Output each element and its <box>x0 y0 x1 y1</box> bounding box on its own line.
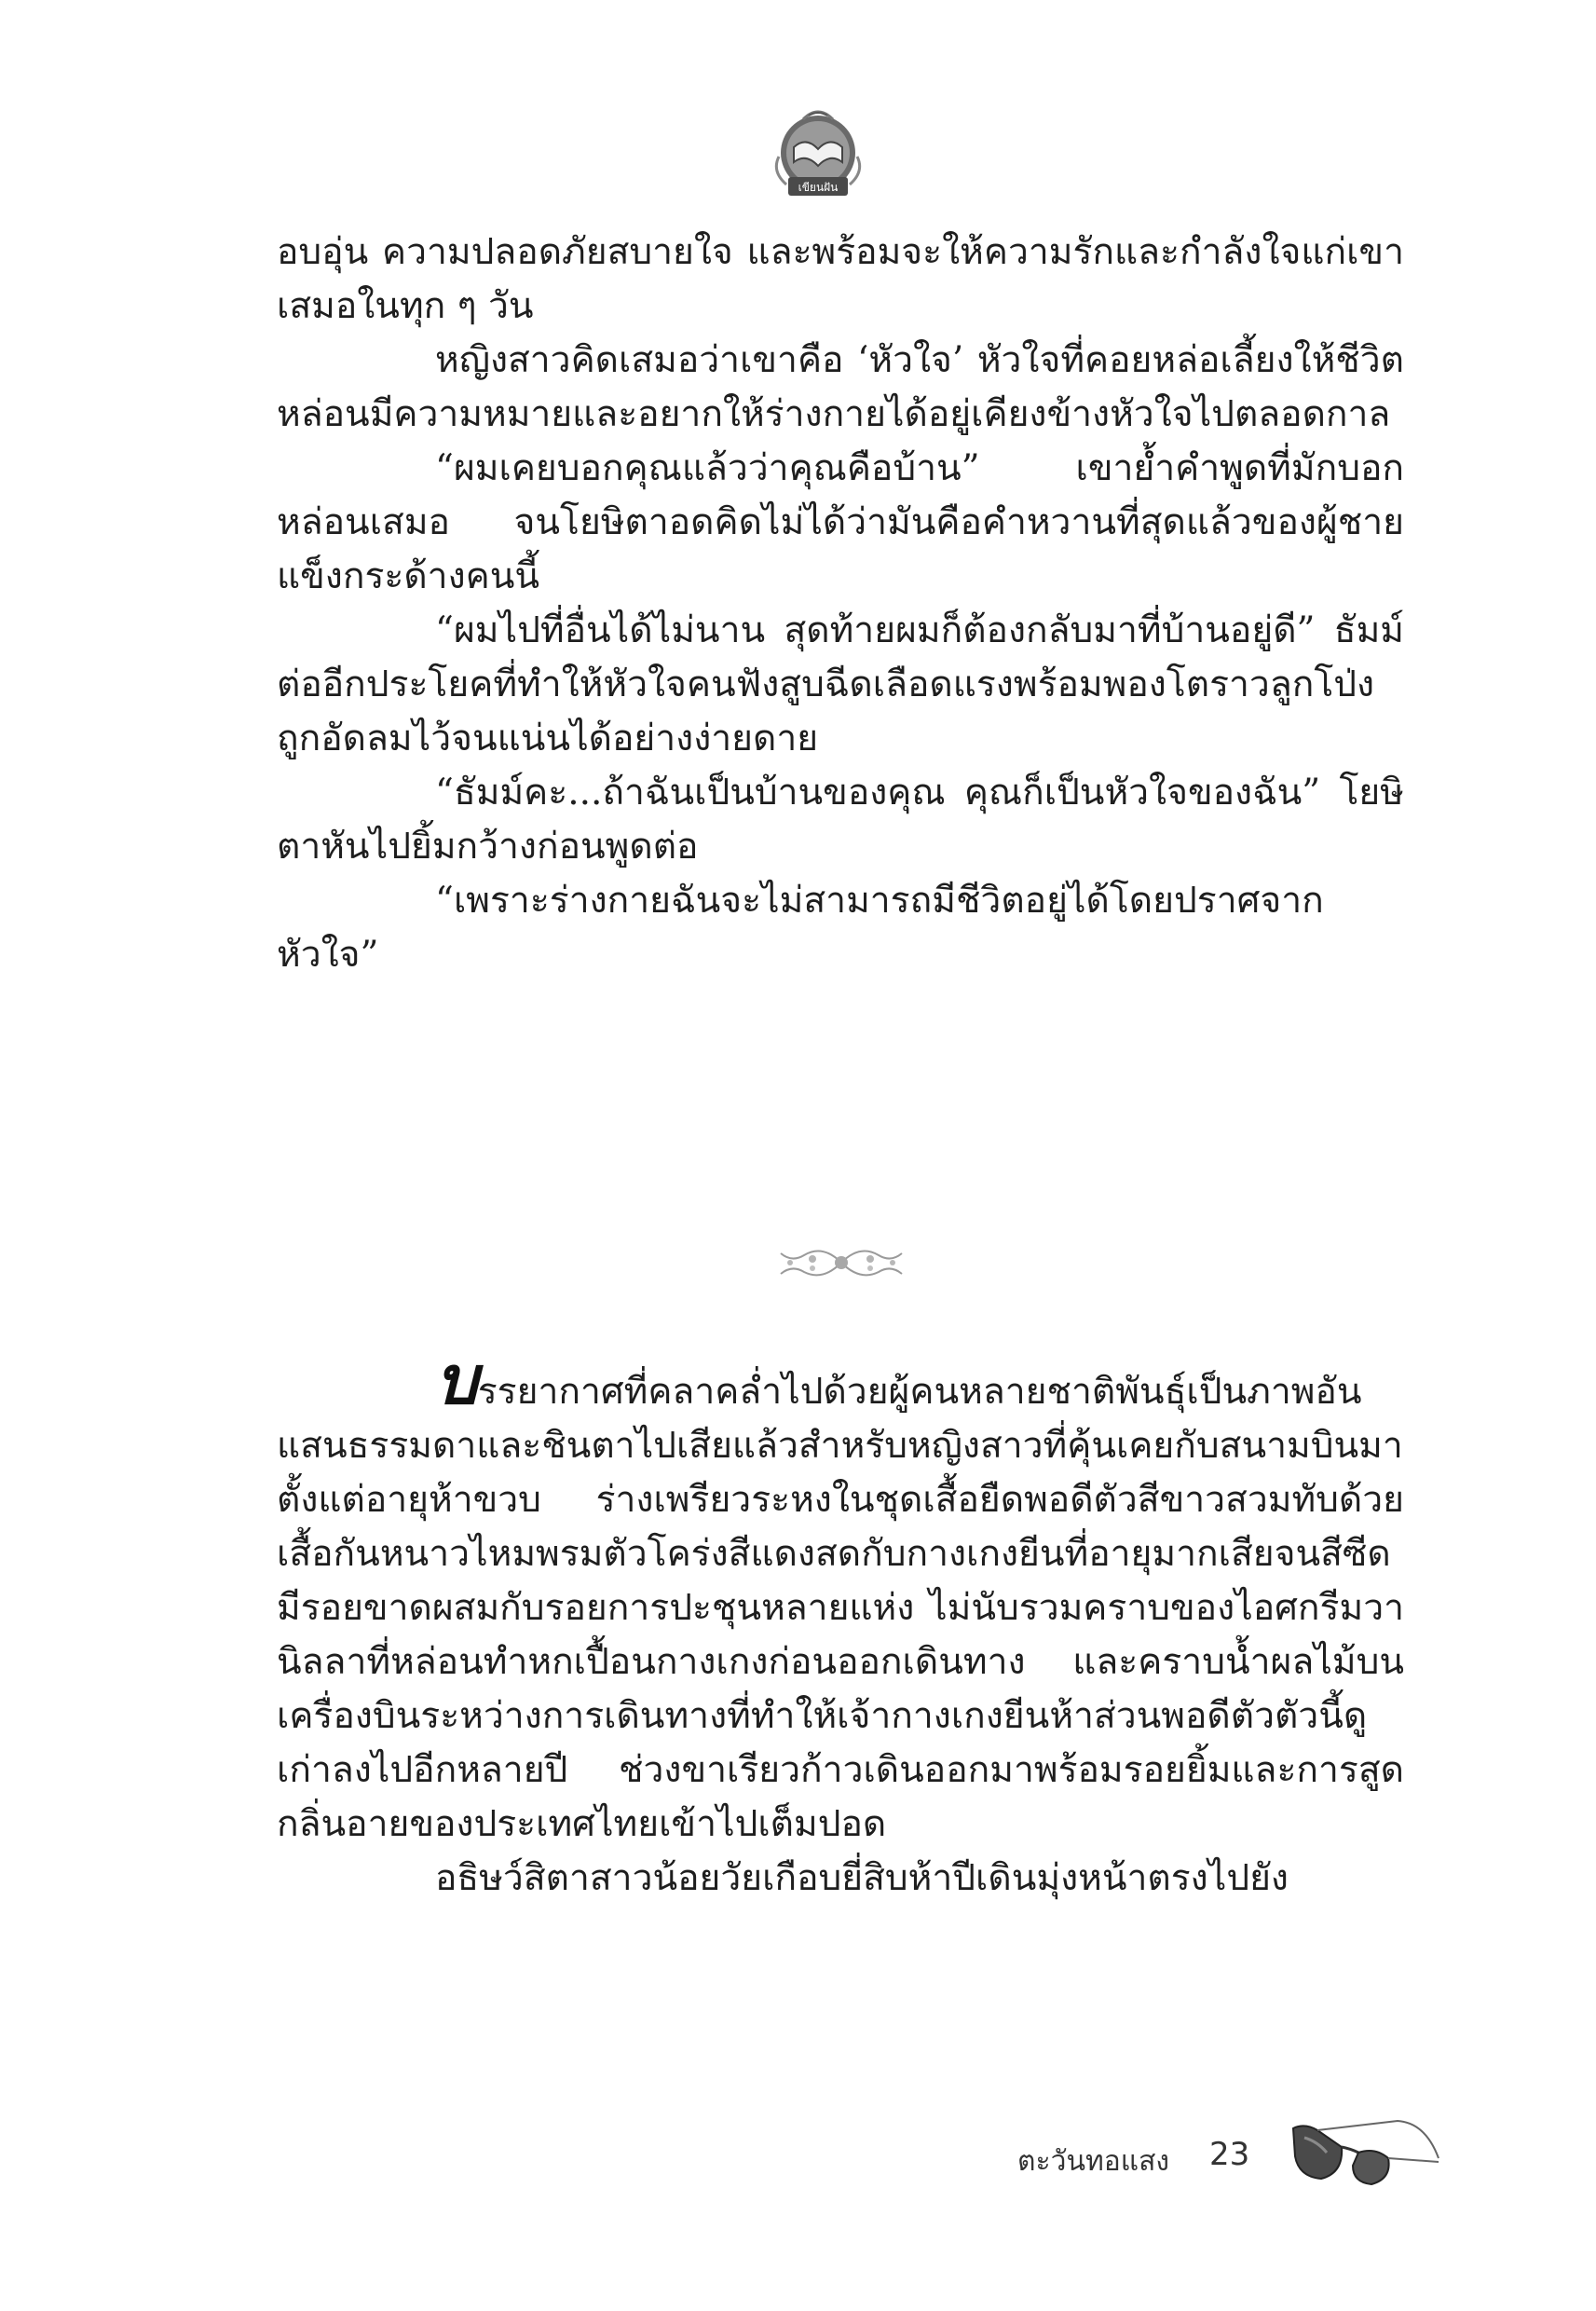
paragraph: หญิงสาวคิดเสมอว่าเขาคือ ‘หัวใจ’ หัวใจที่คอยหล่อเลี้ยงให้ชีวิตหล่อนมีความหมายและอยากให้ร่างกายได้อยู่เคียงข้างหัวใจไปตลอดกาล <box>277 339 1404 435</box>
drop-cap: บ <box>435 1340 478 1419</box>
page-number: 23 <box>1209 2136 1250 2173</box>
book-title: ตะวันทอแสง <box>1017 2145 1170 2178</box>
paragraph: “ผมเคยบอกคุณแล้วว่าคุณคือบ้าน” เขาย้ำคำพูดที่มักบอกหล่อนเสมอ จนโยษิตาอดคิดไม่ได้ว่ามันคือคำหวานที่สุดแล้วของผู้ชายแข็งกระด้างคนนี้ <box>277 447 1404 597</box>
sunglasses-icon <box>1286 2115 1444 2190</box>
floral-divider-icon <box>771 1235 911 1291</box>
logo-text: เขียนฝัน <box>798 181 839 194</box>
paragraph: “เพราะร่างกายฉันจะไม่สามารถมีชีวิตอยู่ได้โดยปราศจากหัวใจ” <box>277 880 1324 976</box>
body-text-top <box>277 226 1404 982</box>
paragraph: “ผมไปที่อื่นได้ไม่นาน สุดท้ายผมก็ต้องกลับมาที่บ้านอยู่ดี” ธัมม์ต่ออีกประโยคที่ทำให้หัวใจคนฟังสูบฉีดเลือดแรงพร้อมพองโตราวลูกโป่งถูกอัดลมไว้จนแน่นได้อย่างง่ายดาย <box>277 609 1404 759</box>
paragraph <box>277 1340 1404 1852</box>
paragraph: อธิษว์สิตาสาวน้อยวัยเกือบยี่สิบห้าปีเดินมุ่งหน้าตรงไปยัง <box>435 1857 1289 1899</box>
paragraph: อบอุ่น ความปลอดภัยสบายใจ และพร้อมจะให้ความรักและกำลังใจแก่เขาเสมอในทุก ๆ วัน <box>277 231 1404 327</box>
paragraph-text: รรยากาศที่คลาคล่ำไปด้วยผู้คนหลายชาติพันธุ์เป็นภาพอันแสนธรรมดาและชินตาไปเสียแล้วสำหรับหญิงสาวที่คุ้นเคยกับสนามบินมาตั้งแต่อายุห้าขวบ ร่างเพรียวระหงในชุดเสื้อยืดพอดีตัวสีขาวสวมทับด้วยเสื้อกันหนาวไหมพรมตัวโคร่งสีแดงสดกับกางเกงยีนที่อายุมากเสียจนสีซีด มีรอยขาดผสมกับรอยการปะชุนหลายแห่ง ไม่นับรวมคราบของไอศกรีมวานิลลาที่หล่อนทำหกเปื้อนกางเกงก่อนออกเดินทาง และคราบน้ำผลไม้บนเครื่องบินระหว่างการเดินทางที่ทำให้เจ้ากางเกงยีนห้าส่วนพอดีตัวตัวนี้ดูเก่าลงไปอีกหลายปี ช่วงขาเรียวก้าวเดินออกมาพร้อมรอยยิ้มและการสูดกลิ่นอายของประเทศไทยเข้าไปเต็มปอด <box>277 1371 1404 1845</box>
page-footer <box>997 2115 1463 2190</box>
paragraph: “ธัมม์คะ...ถ้าฉันเป็นบ้านของคุณ คุณก็เป็นหัวใจของฉัน” โยษิตาหันไปยิ้มกว้างก่อนพูดต่อ <box>277 772 1404 868</box>
body-text-bottom <box>277 1340 1404 1906</box>
book-heart-emblem-icon <box>766 101 870 205</box>
